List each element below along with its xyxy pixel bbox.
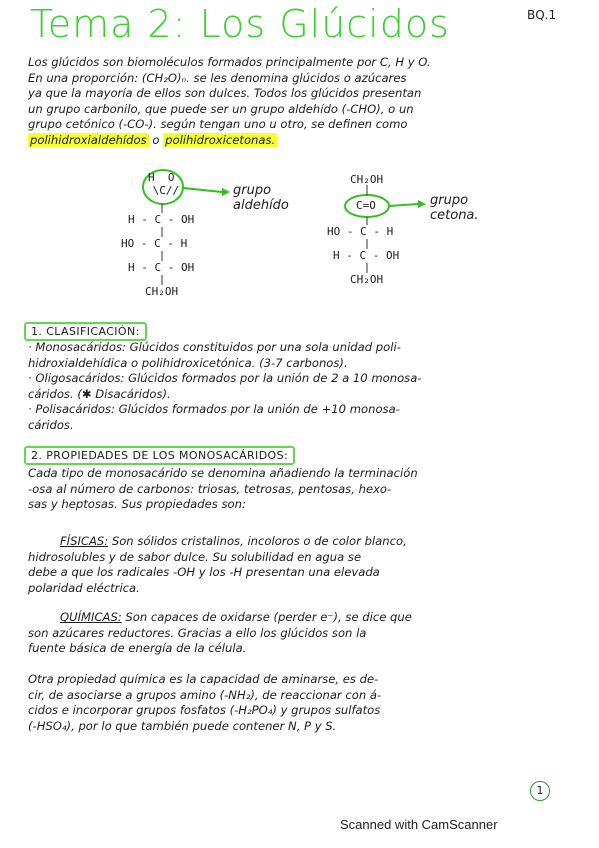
list-item: hidroxialdehídica o polihidroxicetónica. (3-7 carbonos). [28, 355, 348, 370]
ketose-carbonyl: C=O [356, 199, 376, 212]
aldehyde-label: grupo aldehído [233, 183, 289, 213]
aldose-row: CH₂OH [145, 285, 179, 298]
intro-line: un grupo carbonilo, que puede ser un grupo aldehído (-CHO), o un [28, 101, 414, 116]
properties-line: sas y heptosas. Sus propiedades son: [28, 497, 246, 511]
ketone-label: grupo cetona. [430, 193, 479, 223]
list-item: cáridos. (✱ Disacáridos). [28, 386, 171, 401]
intro-line: Los glúcidos son biomoléculos formados principalmente por C, H y O. [28, 55, 431, 69]
physical-text: Son sólidos cristalinos, incoloros o de color blanco, [108, 534, 407, 548]
scanner-watermark: Scanned with CamScanner [340, 817, 498, 832]
highlight-polihidroxialdehidos: polihidroxialdehídos [30, 132, 147, 147]
intro-line-highlighted [28, 133, 580, 149]
closing-paragraph [28, 672, 580, 734]
intro-line: ya que la mayoría de ellos son dulces. Todos los glúcidos presentan [28, 86, 422, 100]
block-tag: BQ.1 [527, 8, 557, 22]
structure-diagram [0, 165, 599, 310]
list-item: · Polisacáridos: Glúcidos formados por la unión de +10 monosa- [28, 402, 400, 416]
ketose-row: H - C - OH [333, 249, 400, 262]
physical-line: polaridad eléctrica. [28, 580, 140, 595]
chemical-line: son azúcares reductores. Gracias a ello los glúcidos son la [28, 625, 367, 640]
closing-line: Otra propiedad química es la capacidad de aminarse, es de- [28, 672, 379, 686]
closing-line: cidos e incorporar grupos fosfatos (-H₂PO₄) y grupos sulfatos [28, 703, 381, 717]
chemical-properties [28, 610, 580, 657]
closing-line: (-HSO₄), por lo que también puede contener N, P y S. [28, 718, 337, 733]
list-item: cáridos. [28, 417, 74, 432]
classification-list [28, 340, 580, 433]
page-title: Tema 2: Los Glúcidos [30, 2, 450, 46]
aldose-top: H O [148, 171, 175, 184]
intro-line: grupo cetónico (-CO-). según tengan uno u otro, se definen como [28, 117, 408, 131]
list-item: · Oligosacáridos: Glúcidos formados por la unión de 2 a 10 monosa- [28, 371, 422, 385]
intro-paragraph [28, 55, 580, 148]
properties-line: -osa al número de carbonos: triosas, tetrosas, pentosas, hexo- [28, 481, 392, 496]
physical-properties [28, 534, 580, 596]
properties-text [28, 466, 580, 513]
physical-line: hidrosolubles y de sabor dulce. Su solubilidad en agua se [28, 549, 362, 564]
section-heading-propiedades: 2. PROPIEDADES DE LOS MONOSACÁRIDOS: [24, 446, 295, 465]
aldose-carbonyl: \C// [146, 184, 180, 197]
ketose-top: CH₂OH [350, 173, 384, 186]
physical-line [60, 534, 580, 550]
aldose-row: HO - C - H [121, 237, 188, 250]
ketone-arrowhead [418, 200, 426, 208]
fisicas-label: FÍSICAS: [60, 534, 109, 548]
ketone-arrow [389, 204, 418, 206]
ketose-row: HO - C - H [327, 225, 394, 238]
aldose-row: H - C - OH [128, 213, 195, 226]
aldehyde-arrowhead [222, 188, 230, 196]
list-item: · Monosacáridos: Glúcidos constituidos por una sola unidad poli- [28, 340, 401, 354]
intro-line: En una proporción: (CH₂O)ₙ. se les denomina glúcidos o azúcares [28, 70, 407, 85]
section-heading-clasificacion: 1. CLASIFICACIÓN: [24, 322, 147, 341]
properties-line: Cada tipo de monosacárido se denomina añadiendo la terminación [28, 466, 418, 480]
quimicas-label: QUÍMICAS: [60, 610, 122, 624]
chemical-text: Son capaces de oxidarse (perder e⁻), se dice que [121, 610, 412, 624]
joiner-text: o [148, 132, 164, 147]
aldehyde-arrow [183, 188, 222, 192]
physical-line: debe a que los radicales -OH y los -H presentan una elevada [28, 565, 380, 579]
closing-line: cir, de asociarse a grupos amino (-NH₂), de reaccionar con á- [28, 687, 382, 702]
chemical-line: fuente básica de energía de la célula. [28, 641, 247, 655]
ketose-row: CH₂OH [350, 273, 384, 286]
chemical-line [60, 610, 580, 626]
aldose-row: H - C - OH [128, 261, 195, 274]
page-number: 1 [530, 781, 550, 801]
highlight-polihidroxicetonas: polihidroxicetonas. [165, 132, 276, 147]
